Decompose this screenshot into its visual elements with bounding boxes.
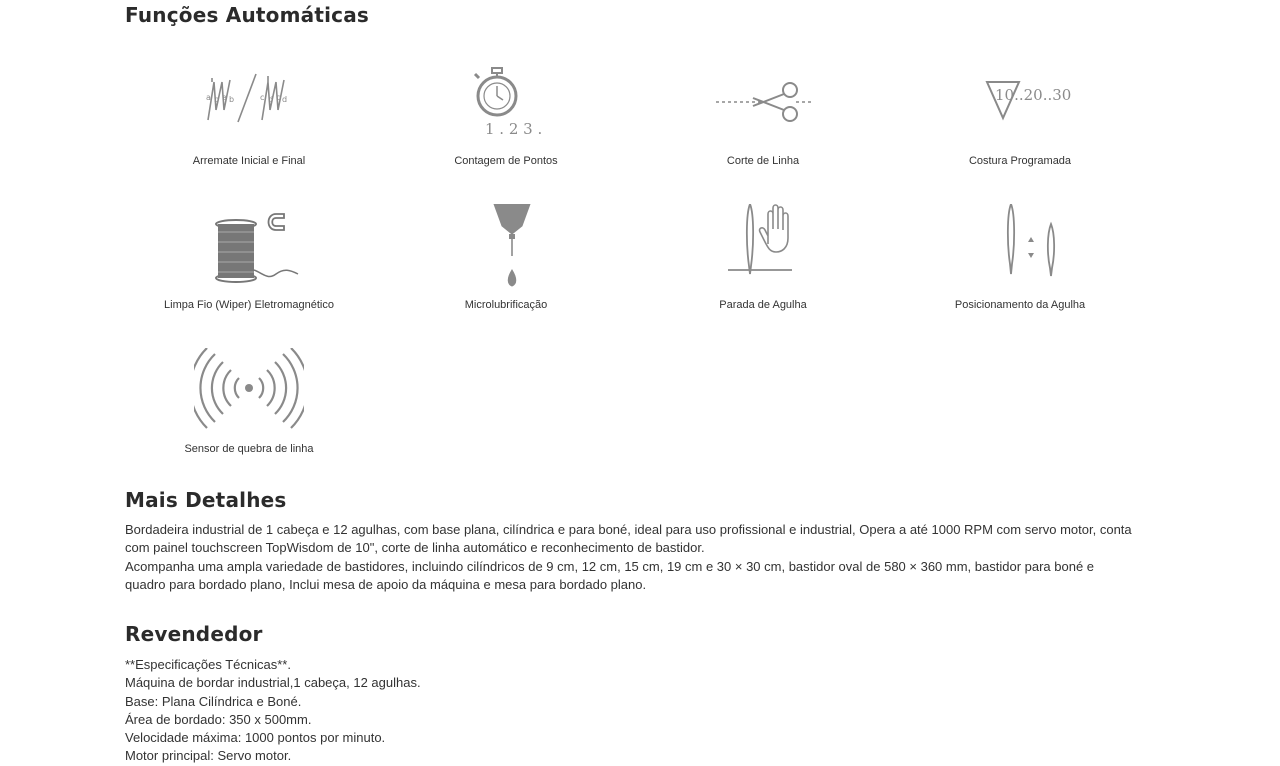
feature-sensor <box>129 348 369 468</box>
needle-stop-hand-icon <box>708 204 818 294</box>
feature-arremate <box>129 60 369 180</box>
spec-line: Motor principal: Servo motor. <box>125 748 292 764</box>
svg-text:b: b <box>214 95 220 104</box>
feature-microlubrificacao <box>386 204 626 324</box>
feature-label: Limpa Fio (Wiper) Eletromagnético <box>164 299 334 311</box>
svg-text:a: a <box>222 93 227 102</box>
scissors-icon <box>708 60 818 150</box>
specs-list <box>125 656 1135 766</box>
signal-waves-icon <box>194 348 304 438</box>
stopwatch-count-text: 1 . 2 3 . <box>485 120 543 138</box>
svg-text:d: d <box>282 95 288 104</box>
feature-label: Arremate Inicial e Final <box>192 155 306 167</box>
feature-label: Sensor de quebra de linha <box>184 443 314 455</box>
spec-line: Base: Plana Cilíndrica e Boné. <box>125 693 302 709</box>
spec-line: Velocidade máxima: 1000 pontos por minuto. <box>125 730 386 746</box>
feature-label: Contagem de Pontos <box>454 155 558 167</box>
svg-text:a: a <box>206 93 211 102</box>
thread-spool-magnet-icon <box>194 204 304 294</box>
feature-posicionamento <box>900 204 1140 324</box>
feature-costura <box>900 60 1140 180</box>
tie-stitch-icon <box>194 60 304 150</box>
spec-line: **Especificações Técnicas**. <box>125 657 291 672</box>
feature-label: Posicionamento da Agulha <box>954 299 1086 311</box>
spec-line: Área de bordado: 350 x 500mm. <box>125 711 312 727</box>
svg-text:c: c <box>276 93 281 102</box>
needle-position-icon <box>965 204 1075 294</box>
feature-label: Parada de Agulha <box>719 299 807 311</box>
svg-text:b: b <box>229 95 235 104</box>
detalhes-line: Bordadeira industrial de 1 cabeça e 12 agulhas, com base plana, cilíndrica e para boné, ideal para uso profissional e industrial, Opera a até 1000 RPM com servo motor, conta com painel touchscreen TopWisdom de 10", corte de linha automático e reconhecimento de bastidor. <box>125 522 1132 556</box>
section-title-funcoes: Funções Automáticas <box>125 3 369 27</box>
stopwatch-icon <box>451 60 561 150</box>
programmed-sewing-icon <box>965 60 1075 150</box>
oil-drop-icon <box>451 204 561 294</box>
detalhes-description <box>125 521 1135 594</box>
section-title-detalhes: Mais Detalhes <box>125 488 287 512</box>
detalhes-line: Acompanha uma ampla variedade de bastidores, incluindo cilíndricos de 9 cm, 12 cm, 15 cm, 19 cm e 30 × 30 cm, bastidor oval de 580 × 360 mm, bastidor para boné e quadro para bordado plano, Inclui mesa de apoio da máquina e mesa para bordado plano. <box>125 558 1095 592</box>
spec-line: Máquina de bordar industrial,1 cabeça, 12 agulhas. <box>125 675 421 691</box>
programmed-text: 10..20..30 <box>995 86 1072 104</box>
feature-label: Microlubrificação <box>464 299 548 311</box>
feature-label: Corte de Linha <box>726 155 800 167</box>
feature-label: Costura Programada <box>968 155 1072 167</box>
feature-corte <box>643 60 883 180</box>
svg-text:d: d <box>268 95 274 104</box>
feature-contagem <box>386 60 626 180</box>
feature-parada-agulha <box>643 204 883 324</box>
svg-text:c: c <box>260 93 265 102</box>
feature-limpa-fio <box>129 204 369 324</box>
section-title-revendedor: Revendedor <box>125 622 263 646</box>
